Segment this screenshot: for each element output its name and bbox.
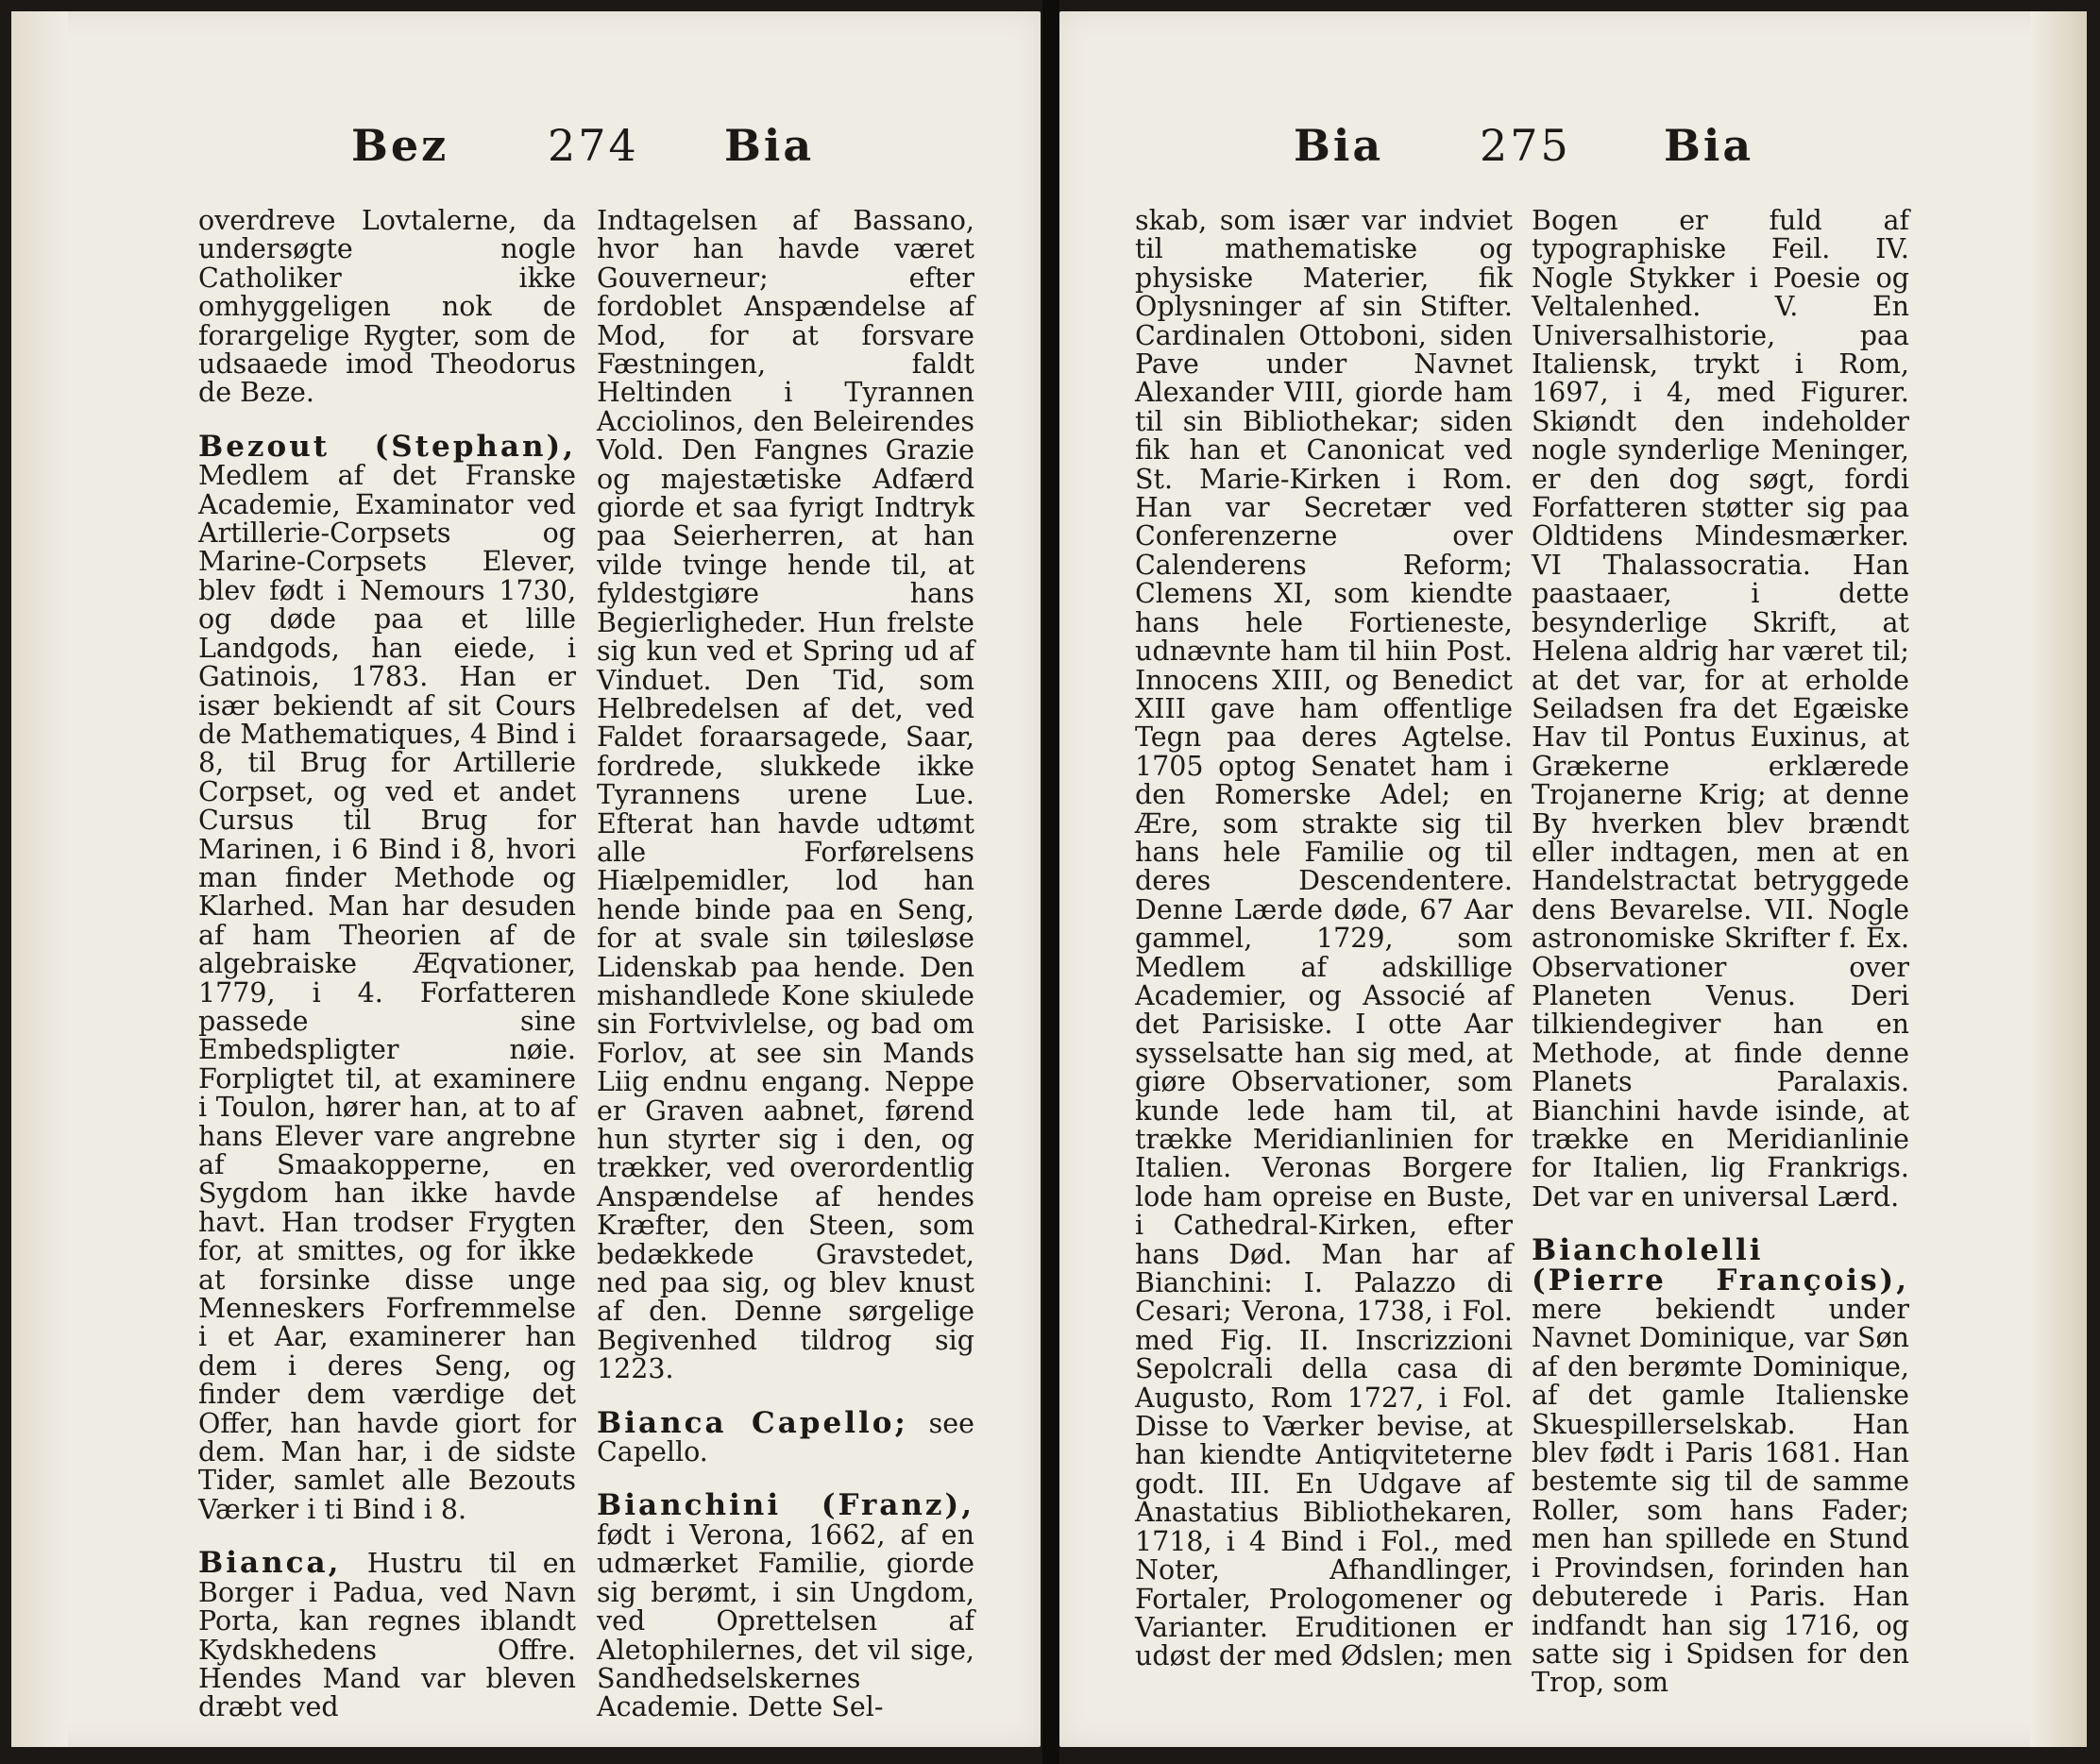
entry-bianca-capello: Bianca Capello; see Capello. (597, 1405, 974, 1468)
running-head-right: Bia (1664, 120, 1754, 171)
entry-bianca: Bianca, Hustru til en Borger i Padua, ved Navn Porta, kan regnes iblandt Kydskhedens Offre. Hendes Mand var bleven dræbt ved (198, 1546, 577, 1723)
entry-bezout: Bezout (Stephan), Medlem af det Franske Academie, Examinator ved Artillerie-Corpsets og Marine-Corpsets Elever, blev født i Nemours 1730, og døde paa et lille Landgods, han eiede, i Gatinois, 1783. Han er især bekiendt af sit Cours de Mathematiques, 4 Bind i 8, til Brug for Artillerie Corpset, og ved et andet Cursus til Brug for Marinen, i 6 Bind i 8, hvori man finder Methode og Klarhed. Man har desuden af ham Theorien af de algebraiske Æqvationer, 1779, i 4. Forfatteren passede sine Embedspligter nøie. Forpligtet til, at examinere i Toulon, hører han, at to af hans Elever vare angrebne af Smaakopperne, en Sygdom han ikke havde havt. Han trodser Frygten for, at smittes, og for ikke at forsinke disse unge Menneskers Forfremmelse i et Aar, examinerer han dem i deres Seng, og finder dem værdige det Offer, han havde giort for dem. Man har, i de sidste Tider, samlet alle Bezouts Værker i ti Bind i 8. (198, 429, 576, 1525)
entry-continuation: skab, som især var indviet til mathematiske og physiske Materier, fik Oplysninger af sin Stifter. Cardinalen Ottoboni, siden Pave under Navnet Alexander VIII, giorde ham til sin Bibliothekar; siden fik han et Canonicat ved St. Marie-Kirken i Rom. Han var Secretær ved Conferenzerne over Calenderens Reform; Clemens XI, som kiendte hans hele Fortieneste, udnævnte ham til hiin Post. Innocens XIII, og Benedict XIII gave ham offentlige Tegn paa deres Agtelse. 1705 optog Senatet ham i den Romerske Adel; en Ære, som strakte sig til hans hele Familie og til deres Descendentere. Denne Lærde døde, 67 Aar gammel, 1729, som Medlem af adskillige Academier, og Associé af det Parisiske. I otte Aar sysselsatte han sig med, at giøre Observationer, som kunde lede ham til, at trække Meridianlinien for Italien. Veronas Borgere lode ham opreise en Buste, i Cathedral-Kirken, efter hans Død. Man har af Bianchini: I. Palazzo di Cesari; Verona, 1738, i Fol. med Fig. II. Inscrizzioni Sepolcrali della casa di Augusto, Rom 1727, i Fol. Disse to Værker bevise, at han kiendte Antiqviteterne godt. III. En Udgave af Anastatius Bibliothekaren, 1718, i 4 Bind i Fol., med Noter, Afhandlinger, Fortaler, Prologomener og Varianter. Eruditionen er udøst der med Ødslen; men (1135, 205, 1513, 1672)
right-page (1059, 11, 2087, 1747)
entry-continuation: Indtagelsen af Bassano, hvor han havde været Gouverneur; efter fordoblet Anspændelse af Mod, for at forsvare Fæstningen, faldt Heltinden i Tyrannen Acciolinos, den Beleirendes Vold. Den Fangnes Grazie og majestætiske Adfærd giorde et saa fyrigt Indtryk paa Seierherren, at han vilde tvinge hende til, at fyldestgiøre hans Begierligheder. Hun frelste sig kun ved et Spring ud af Vinduet. Den Tid, som Helbredelsen af det, ved Faldet foraarsagede, Saar, fordrede, slukkede ikke Tyrannens urene Lue. Efterat han havde udtømt alle Forførelsens Hiælpemidler, lod han hende binde paa en Seng, for at svale sin tøilesløse Lidenskab paa hende. Den mishandlede Kone skiulede sin Fortvivlelse, og bad om Forlov, at see sin Mands Liig endnu engang. Neppe er Graven aabnet, førend hun styrter sig i den, og trækker, ved overordentlig Anspændelse af hendes Kræfter, den Steen, som bedækkede Gravstedet, ned paa sig, og blev knust af den. Denne sørgelige Begivenhed tildrog sig 1223. (597, 205, 974, 1385)
entry-headword: Biancholelli (Pierre François), (1532, 1233, 1909, 1298)
page-number: 275 (1480, 120, 1571, 171)
page-number: 274 (548, 120, 639, 171)
column-right (1532, 207, 1909, 1698)
book-gutter (1042, 0, 1059, 1764)
column-right (597, 207, 974, 1722)
running-head-left: Bia (1294, 120, 1384, 171)
entry-headword: Bianchini (Franz), (597, 1488, 974, 1523)
running-head-left: Bez (351, 120, 449, 171)
entry-bianchini: Bianchini (Franz), født i Verona, 1662, af en udmærket Familie, giorde sig berømt, i sin Ungdom, ved Oprettelsen af Aletophilernes, det vil sige, Sandhedselskernes Academie. Dette Sel- (597, 1488, 974, 1723)
column-left (1135, 207, 1513, 1671)
entry-continuation: overdreve Lovtalerne, da undersøgte nogle Catholiker ikke omhyggeligen nok de forargelige Rygter, som de udsaaede imod Theodorus de Beze. (198, 205, 576, 409)
entry-headword: Bianca, (198, 1546, 342, 1581)
left-page (11, 11, 1041, 1747)
entry-continuation: Bogen er fuld af typographiske Feil. IV. Nogle Stykker i Poesie og Veltalenhed. V. En Universalhistorie, paa Italiensk, trykt i Rom, 1697, i 4, med Figurer. Skiøndt den indeholder nogle synderlige Meninger, er den dog søgt, fordi Forfatteren støtter sig paa Oldtidens Mindesmærker. VI Thalassocratia. Han paastaaer, i dette besynderlige Skrift, at Helena aldrig har været til; at det var, for at erholde Seiladsen fra det Egæiske Hav til Pontus Euxinus, at Grækerne erklærede Trojanerne Krig; at denne By hverken blev brændt eller indtagen, men at en Handelstractat betryggede dens Bevarelse. VII. Nogle astronomiske Skrifter f. Ex. Observationer over Planeten Venus. Deri tilkiendegiver han en Methode, at finde denne Planets Paralaxis. Bianchini havde isinde, at trække en Meridianlinie for Italien, lig Frankrigs. Det var en universal Lærd. (1532, 205, 1909, 1213)
entry-headword: Bezout (Stephan), (198, 429, 576, 464)
entry-headword: Bianca Capello; (597, 1405, 908, 1440)
entry-biancholelli: Biancholelli (Pierre François), mere bekiendt under Navnet Dominique, var Søn af den berømte Dominique, af det gamle Italienske Skuespillerselskab. Han blev født i Paris 1681. Han bestemte sig til de samme Roller, som hans Fader; men han spillede en Stund i Provindsen, forinden han debuterede i Paris. Han indfandt han sig 1716, og satte sig i Spidsen for den Trop, som (1532, 1233, 1909, 1699)
running-head-right: Bia (724, 120, 815, 171)
column-left (198, 207, 576, 1722)
